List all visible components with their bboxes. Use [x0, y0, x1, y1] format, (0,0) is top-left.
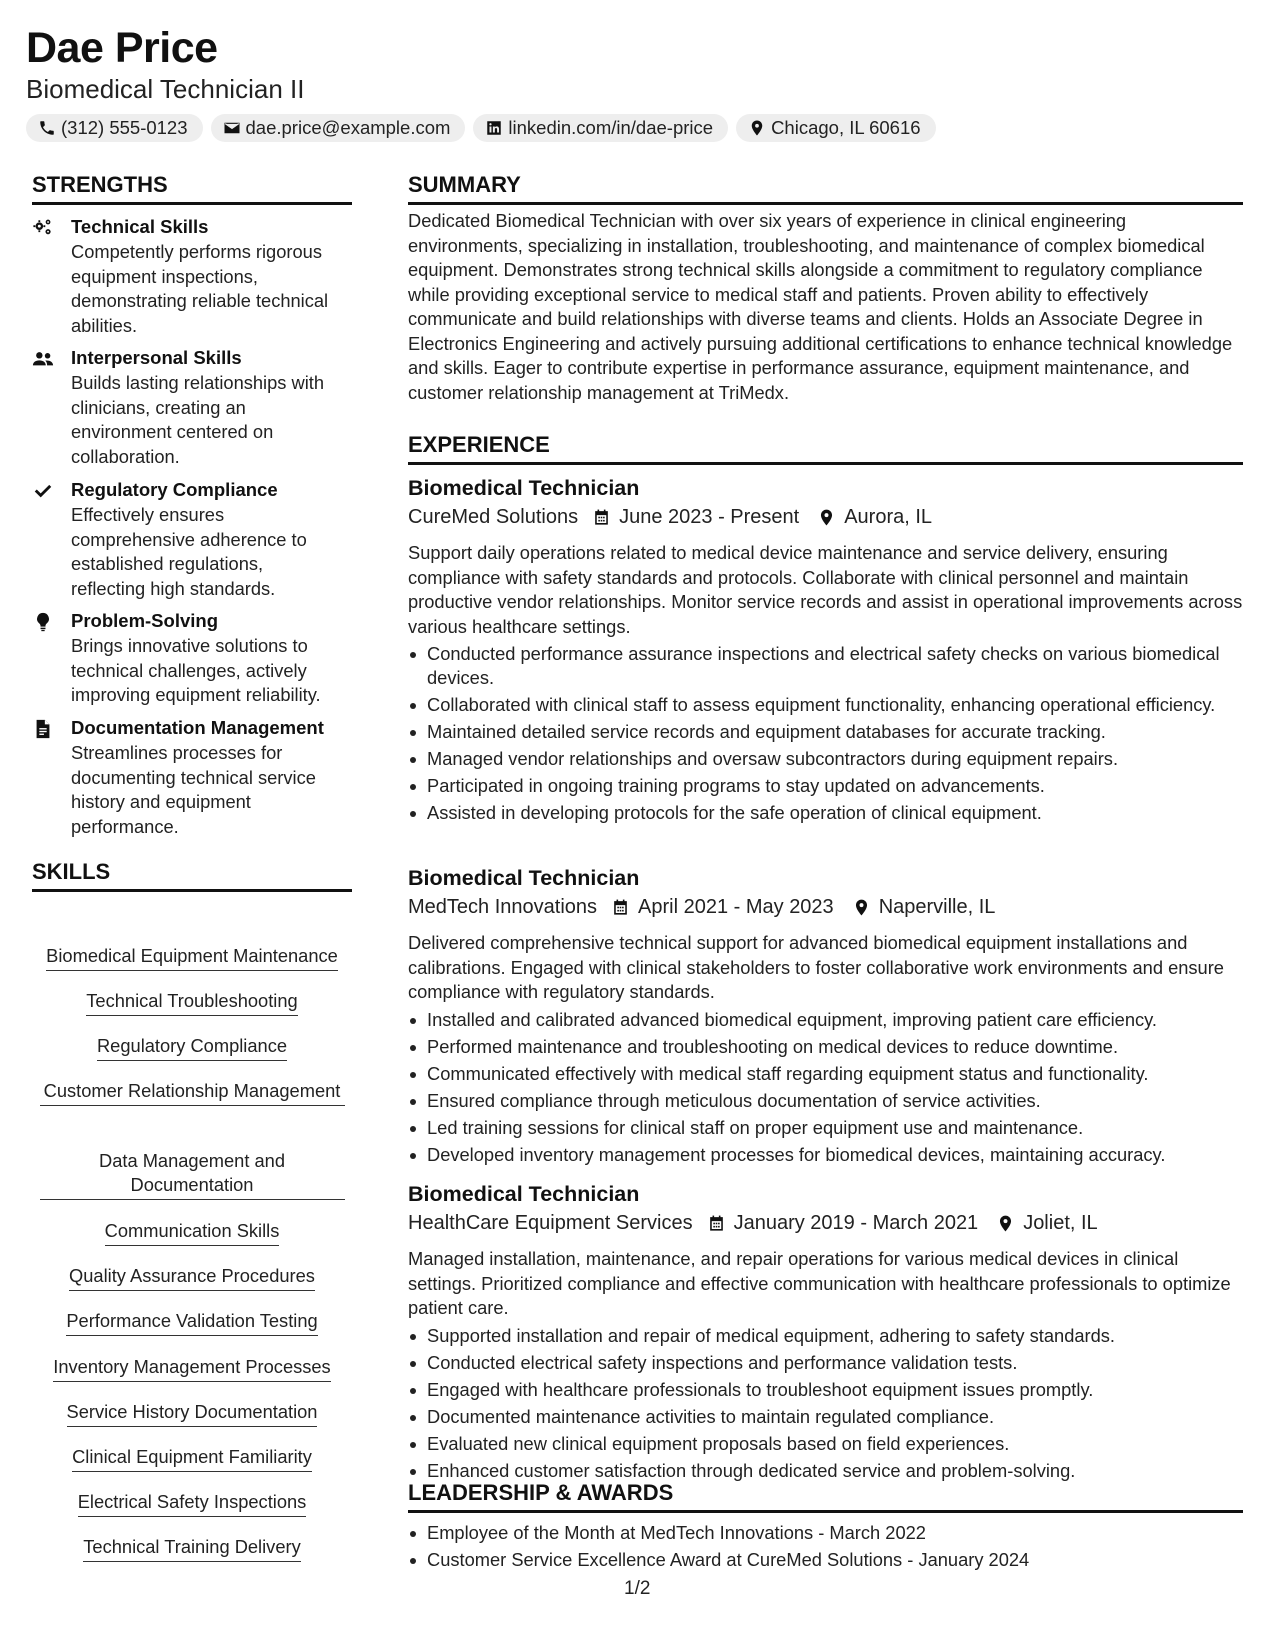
strengths-heading: STRENGTHS — [32, 172, 352, 205]
strength-title: Interpersonal Skills — [71, 347, 242, 368]
job-description: Managed installation, maintenance, and repair operations for various medical devices in clinical settings. Prioritized compliance and effective communication with healthcare professionals to optimize patient care. — [408, 1248, 1231, 1318]
job-bullets — [408, 1008, 1262, 1167]
job-company: CureMed Solutions — [408, 506, 579, 528]
strength-title: Regulatory Compliance — [71, 479, 278, 500]
contact-linkedin[interactable] — [473, 114, 728, 142]
job-dates: April 2021 - May 2023 — [638, 896, 834, 918]
skill-item: Technical Troubleshooting — [32, 989, 352, 1016]
job-meta — [408, 894, 995, 920]
job-bullet: Maintained detailed service records and equipment databases for accurate tracking. — [427, 720, 1262, 744]
contact-location-text: Chicago, IL 60616 — [771, 117, 921, 138]
summary-heading: SUMMARY — [408, 172, 1243, 205]
strength-description: Competently performs rigorous equipment inspections, demonstrating reliable technical abilities. — [71, 241, 329, 336]
job-location: Aurora, IL — [844, 506, 933, 528]
job-bullet: Evaluated new clinical equipment proposals based on field experiences. — [427, 1432, 1262, 1456]
contact-phone[interactable] — [26, 114, 203, 142]
job-description: Support daily operations related to medical device maintenance and service delivery, ensuring compliance with safety standards and protocols. Collaborate with clinical personnel and maintain productive vendor relationships. Monitor service records and assist in operational improvements across various healthcare settings. — [408, 542, 1243, 637]
job-bullet: Led training sessions for clinical staff on proper equipment use and maintenance. — [427, 1116, 1262, 1140]
job-bullet: Managed vendor relationships and oversaw subcontractors during equipment repairs. — [427, 747, 1262, 771]
calendar-icon — [707, 1214, 726, 1233]
job-dates: June 2023 - Present — [619, 506, 800, 528]
job-bullet: Developed inventory management processes for biomedical devices, maintaining accuracy. — [427, 1143, 1262, 1167]
job-company: HealthCare Equipment Services — [408, 1212, 693, 1234]
job-meta — [408, 504, 932, 530]
job-bullet: Conducted electrical safety inspections and performance validation tests. — [427, 1351, 1262, 1375]
skill-item: Customer Relationship Management — [32, 1079, 352, 1106]
job-title: Biomedical Technician — [408, 866, 640, 890]
calendar-icon — [611, 898, 630, 917]
lightbulb-icon — [32, 611, 56, 635]
skill-item: Performance Validation Testing — [32, 1309, 352, 1336]
job-bullet: Installed and calibrated advanced biomedical equipment, improving patient care efficiency. — [427, 1008, 1262, 1032]
strength-description: Builds lasting relationships with clinicians, creating an environment centered on collaboration. — [71, 372, 325, 467]
skill-item: Technical Training Delivery — [32, 1535, 352, 1562]
strength-description: Streamlines processes for documenting technical service history and equipment performance. — [71, 742, 316, 837]
summary-text: Dedicated Biomedical Technician with over six years of experience in clinical engineering environments, specializing in installation, troubleshooting, and maintenance of complex biomedical equipment. Demonstrates strong technical skills alongside a commitment to regulatory compliance while providing exceptional service to medical staff and patients. Proven ability to effectively communicate and build relationships with diverse teams and clients. Holds an Associate Degree in Electronics Engineering and actively pursuing additional certifications to enhance technical knowledge and skills. Eager to contribute expertise in performance assurance, equipment maintenance, and customer relationship management at TriMedx. — [408, 210, 1233, 403]
strength-description: Effectively ensures comprehensive adherence to established regulations, reflecting high standards. — [71, 504, 307, 599]
job-bullet: Supported installation and repair of medical equipment, adhering to safety standards. — [427, 1324, 1262, 1348]
skill-item: Electrical Safety Inspections — [32, 1490, 352, 1517]
job-bullet: Collaborated with clinical staff to assess equipment functionality, enhancing operational efficiency. — [427, 693, 1262, 717]
strength-title: Documentation Management — [71, 717, 324, 738]
job-dates: January 2019 - March 2021 — [733, 1212, 979, 1234]
job-bullet: Conducted performance assurance inspections and electrical safety checks on various biomedical devices. — [427, 642, 1262, 690]
job-bullets — [408, 642, 1262, 825]
job-bullet: Participated in ongoing training programs to stay updated on advancements. — [427, 774, 1262, 798]
contact-bar — [26, 114, 936, 142]
checkmark-icon — [32, 480, 56, 504]
users-icon — [32, 348, 56, 372]
awards-heading: LEADERSHIP & AWARDS — [408, 1480, 1243, 1513]
skill-item: Clinical Equipment Familiarity — [32, 1445, 352, 1472]
job-title: Biomedical Technician — [408, 1182, 640, 1206]
job-bullets — [408, 1324, 1262, 1483]
skill-item: Data Management and Documentation — [32, 1149, 352, 1200]
award-item: Customer Service Excellence Award at CureMed Solutions - January 2024 — [427, 1548, 1262, 1572]
job-description: Delivered comprehensive technical support for advanced biomedical equipment installations and calibrations. Engaged with clinical stakeholders to foster collaborative work environments and ensure compliance with regulatory standards. — [408, 932, 1224, 1002]
strength-description: Brings innovative solutions to technical challenges, actively improving equipment reliability. — [71, 635, 321, 705]
skill-item: Quality Assurance Procedures — [32, 1264, 352, 1291]
document-icon — [32, 718, 56, 742]
strength-title: Problem-Solving — [71, 610, 218, 631]
contact-email-text: dae.price@example.com — [245, 117, 451, 138]
linkedin-icon — [485, 119, 503, 137]
skills-heading: SKILLS — [32, 859, 352, 892]
job-location: Joliet, IL — [1023, 1212, 1098, 1234]
location-pin-icon — [817, 508, 836, 527]
contact-location — [736, 114, 935, 142]
job-location: Naperville, IL — [878, 896, 996, 918]
phone-icon — [38, 119, 56, 137]
job-bullet: Performed maintenance and troubleshooting on medical devices to reduce downtime. — [427, 1035, 1262, 1059]
job-title: Biomedical Technician — [408, 476, 640, 500]
candidate-name: Dae Price — [26, 24, 218, 72]
contact-linkedin-text: linkedin.com/in/dae-price — [508, 117, 714, 138]
job-company: MedTech Innovations — [408, 896, 598, 918]
skill-item: Service History Documentation — [32, 1400, 352, 1427]
job-bullet: Enhanced customer satisfaction through dedicated service and problem-solving. — [427, 1459, 1262, 1483]
contact-email[interactable] — [211, 114, 466, 142]
contact-phone-text: (312) 555-0123 — [61, 117, 188, 138]
skill-item: Regulatory Compliance — [32, 1034, 352, 1061]
job-bullet: Assisted in developing protocols for the safe operation of clinical equipment. — [427, 801, 1262, 825]
job-bullet: Engaged with healthcare professionals to troubleshoot equipment issues promptly. — [427, 1378, 1262, 1402]
calendar-icon — [592, 508, 611, 527]
job-meta — [408, 1210, 1098, 1236]
job-bullet: Communicated effectively with medical staff regarding equipment status and functionality. — [427, 1062, 1262, 1086]
location-pin-icon — [852, 898, 871, 917]
strength-title: Technical Skills — [71, 216, 209, 237]
award-item: Employee of the Month at MedTech Innovations - March 2022 — [427, 1521, 1262, 1545]
location-pin-icon — [996, 1214, 1015, 1233]
job-bullet: Ensured compliance through meticulous documentation of service activities. — [427, 1089, 1262, 1113]
page-number: 1/2 — [624, 1578, 651, 1599]
skill-item: Communication Skills — [32, 1219, 352, 1246]
awards-list — [408, 1521, 1262, 1572]
envelope-icon — [223, 119, 241, 137]
location-pin-icon — [748, 119, 766, 137]
experience-heading: EXPERIENCE — [408, 432, 1243, 465]
job-bullet: Documented maintenance activities to maintain regulated compliance. — [427, 1405, 1262, 1429]
skill-item: Biomedical Equipment Maintenance — [32, 944, 352, 971]
candidate-role: Biomedical Technician II — [26, 74, 305, 104]
gears-icon — [32, 217, 56, 241]
skill-item: Inventory Management Processes — [32, 1355, 352, 1382]
